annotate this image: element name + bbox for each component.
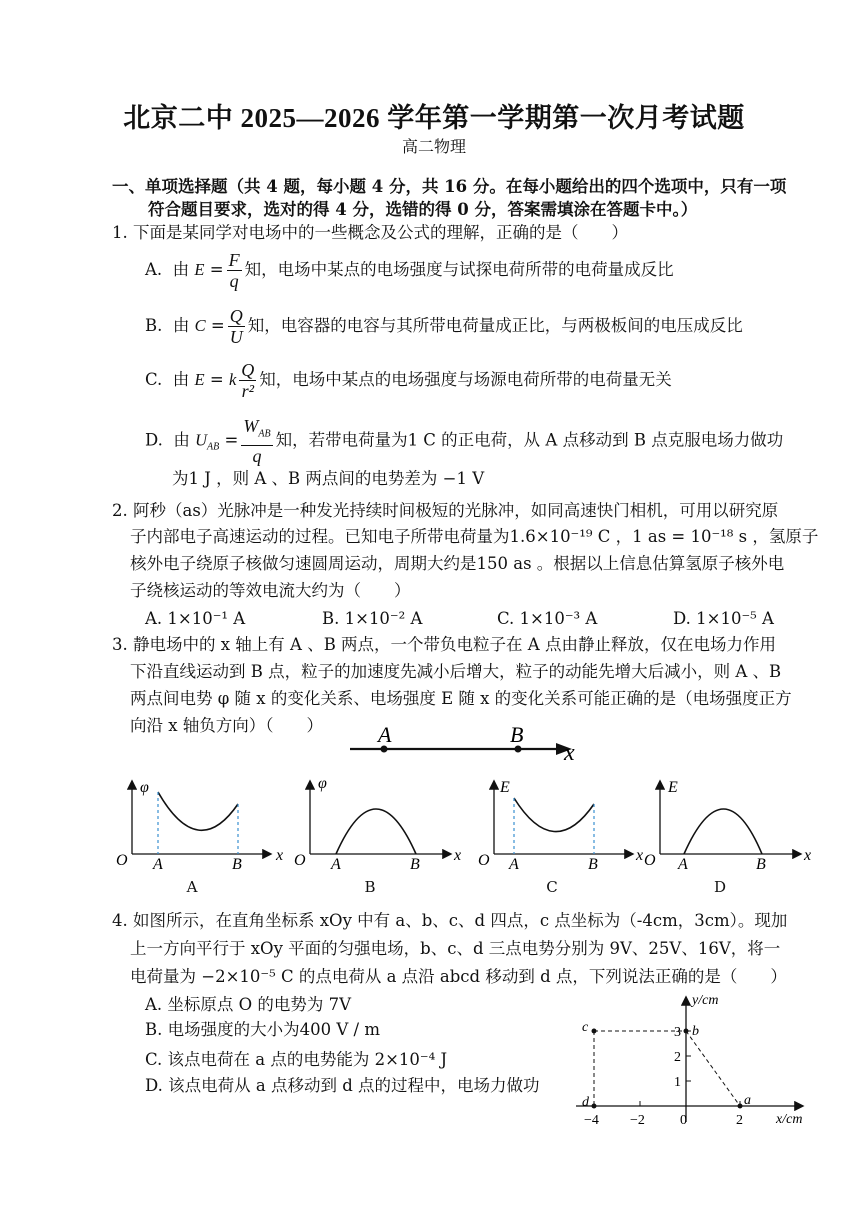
- q4-point-c: [592, 1029, 597, 1034]
- svg-text:d: d: [582, 1095, 589, 1110]
- svg-text:A: A: [153, 856, 163, 873]
- q4-option-c: C. 该点电荷在 a 点的电势能为 2×10⁻⁴ J: [145, 1050, 448, 1069]
- q1-option-c: C. 由 E = k $\frac{Q}{\text{r²}}$ 知，电场中某点的电场强度与场源电荷所带的电荷量无关: [145, 360, 672, 401]
- section-heading: 一、单项选择题（共 4 题，每小题 4 分，共 16 分。在每小题给出的四个选项中，只有一项: [112, 177, 787, 196]
- q3-graph-c-label: C: [546, 878, 558, 896]
- q4-line1: 4. 如图所示，在直角坐标系 xOy 中有 a、b、c、d 四点，c 点坐标为（-4cm，3cm）。现加: [112, 911, 788, 930]
- q1-option-a: A. 由 E = $\frac{F}{q}$ 知，电场中某点的电场强度与试探电荷所带的电荷量成反比: [145, 250, 674, 291]
- svg-text:1: 1: [674, 1075, 681, 1090]
- svg-text:−2: −2: [630, 1113, 645, 1128]
- q3-graph-a: [116, 779, 283, 873]
- page-title: 北京二中 2025—2026 学年第一学期第一次月考试题: [123, 103, 745, 133]
- q1-option-c-text: 知，电场中某点的电场强度与场源电荷所带的电荷量无关: [259, 370, 672, 389]
- q1-option-b: B. 由 C = $\frac{Q}{U}$ 知，电容器的电容与其所带电荷量成正比，与两极板间的电压成反比: [145, 306, 743, 347]
- q2-line2: 子内部电子高速运动的过程。已知电子所带电荷量为1.6×10⁻¹⁹ C ，1 as = 10⁻¹⁸ s ，氢原子: [130, 527, 819, 546]
- q4-option-a: A. 坐标原点 O 的电势为 7V: [145, 995, 352, 1014]
- svg-text:A: A: [509, 856, 519, 873]
- q3-graph-d: [644, 779, 811, 873]
- q3-line4: 向沿 x 轴负方向）（ ）: [130, 716, 324, 735]
- q3-label-a: A: [378, 722, 392, 747]
- q3-graph-c-y: E: [500, 779, 510, 796]
- q3-graph-a-y: φ: [140, 779, 149, 796]
- svg-text:x: x: [454, 847, 462, 864]
- q1-stem: 1. 下面是某同学对电场中的一些概念及公式的理解，正确的是（ ）: [112, 223, 628, 242]
- q2-line4: 子绕核运动的等效电流大约为（ ）: [130, 581, 411, 600]
- q1-option-a-text: 知，电场中某点的电场强度与试探电荷所带的电荷量成反比: [244, 260, 674, 279]
- svg-text:O: O: [478, 852, 490, 869]
- svg-text:3: 3: [674, 1025, 681, 1040]
- q3-line3: 两点间电势 φ 随 x 的变化关系、电场强度 E 随 x 的变化关系可能正确的是（电场强度正方: [130, 689, 792, 708]
- q4-point-d: [592, 1104, 597, 1109]
- q3-graph-d-y: E: [668, 779, 678, 796]
- svg-text:O: O: [294, 852, 306, 869]
- q2-option-c: C. 1×10⁻³ A: [497, 609, 598, 628]
- svg-text:B: B: [410, 856, 420, 873]
- q4-y-axis-label: y/cm: [692, 993, 719, 1008]
- q4-x-axis-label: x/cm: [776, 1112, 803, 1127]
- q2-line3: 核外电子绕原子核做匀速圆周运动，周期大约是150 as 。根据以上信息估算氢原子核外电: [130, 554, 785, 573]
- q4-line2: 上一方向平行于 xOy 平面的匀强电场，b、c、d 三点电势分别为 9V、25V、16V，将一: [130, 939, 781, 958]
- q3-graph-c: [478, 779, 643, 873]
- svg-text:b: b: [692, 1024, 699, 1039]
- q3-line2: 下沿直线运动到 B 点，粒子的加速度先减小后增大，粒子的动能先增大后减小，则 A 、B: [130, 662, 782, 681]
- svg-text:−4: −4: [584, 1113, 599, 1128]
- q3-graph-d-label: D: [713, 878, 727, 896]
- svg-text:c: c: [582, 1020, 589, 1035]
- page-subtitle: 高二物理: [401, 137, 466, 156]
- q2-line1: 2. 阿秒（as）光脉冲是一种发光持续时间极短的光脉冲，如同高速快门相机，可用以研究原: [112, 501, 779, 520]
- q2-option-d: D. 1×10⁻⁵ A: [673, 609, 774, 628]
- svg-text:B: B: [232, 856, 242, 873]
- svg-text:a: a: [744, 1093, 751, 1108]
- q4-coordinate-figure: [572, 990, 822, 1130]
- svg-text:A: A: [678, 856, 688, 873]
- q3-label-b: B: [510, 722, 524, 747]
- svg-text:2: 2: [736, 1113, 743, 1128]
- svg-text:x: x: [804, 847, 812, 864]
- q1-option-d-text: 知，若带电荷量为1 C 的正电荷，从 A 点移动到 B 点克服电场力做功: [275, 430, 784, 450]
- q3-graphs: [110, 770, 830, 880]
- q4-point-b: [684, 1029, 689, 1034]
- q1-option-d-line2: 为1 J ，则 A 、B 两点间的电势差为 −1 V: [172, 469, 485, 488]
- q3-graph-a-label: A: [186, 878, 198, 896]
- q3-graph-b-y: φ: [318, 775, 327, 792]
- q3-axis-figure: [340, 718, 590, 768]
- q1-option-d: D. 由 $U_{AB}$ = $\frac{W_{AB}}{q}$ 知，若带电荷量为1 C 的正电荷，从 A 点移动到 B 点克服电场力做功: [145, 416, 784, 466]
- q1-option-b-text: 知，电容器的电容与其所带电荷量成正比，与两极板间的电压成反比: [247, 316, 743, 335]
- q4-option-b: B. 电场强度的大小为400 V / m: [145, 1020, 380, 1039]
- svg-text:x: x: [276, 847, 284, 864]
- q3-graph-b-label: B: [364, 878, 376, 896]
- q2-option-b: B. 1×10⁻² A: [322, 609, 423, 628]
- q4-line3: 电荷量为 −2×10⁻⁵ C 的点电荷从 a 点沿 abcd 移动到 d 点，下列说法正确的是（ ）: [130, 967, 787, 986]
- q4-option-d: D. 该点电荷从 a 点移动到 d 点的过程中，电场力做功: [145, 1076, 540, 1095]
- section-heading-line2: 符合题目要求，选对的得 4 分，选错的得 0 分，答案需填涂在答题卡中。）: [148, 200, 698, 219]
- svg-text:x: x: [636, 847, 644, 864]
- q2-option-a: A. 1×10⁻¹ A: [145, 609, 246, 628]
- svg-text:B: B: [756, 856, 766, 873]
- q3-graph-b: [294, 775, 461, 873]
- svg-text:O: O: [116, 852, 128, 869]
- svg-text:O: O: [644, 852, 656, 869]
- svg-text:A: A: [331, 856, 341, 873]
- svg-text:B: B: [588, 856, 598, 873]
- q3-line1: 3. 静电场中的 x 轴上有 A 、B 两点，一个带负电粒子在 A 点由静止释放，仅在电场力作用: [112, 635, 776, 654]
- svg-text:2: 2: [674, 1050, 681, 1065]
- q3-label-x: x: [564, 740, 575, 766]
- q4-point-a: [738, 1104, 743, 1109]
- svg-text:0: 0: [680, 1113, 687, 1128]
